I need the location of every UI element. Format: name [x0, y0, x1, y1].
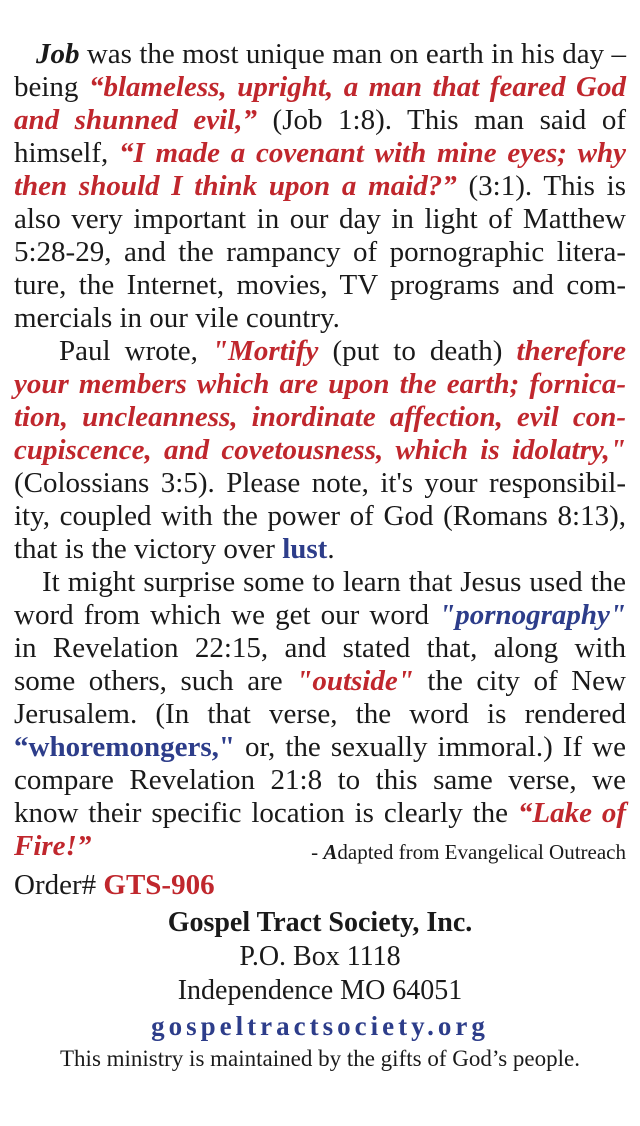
paragraph-paul — [14, 335, 626, 566]
credit-prefix: - — [311, 840, 324, 864]
text: (put to death) — [318, 335, 517, 367]
text: . — [327, 533, 335, 565]
keyword-whoremongers: “whoremongers," — [14, 731, 235, 763]
order-code: GTS-906 — [103, 869, 215, 901]
source-credit — [283, 836, 626, 869]
credit-text: dapted from Evangelical Outreach — [337, 840, 626, 864]
scripture-quote: "Mortify — [212, 335, 319, 367]
scripture-quote: “I made a covenant with mine eyes; why then should I think upon a maid?” — [14, 137, 626, 202]
ministry-note: This ministry is maintained by the gifts of God’s people. — [60, 1046, 580, 1071]
website-link[interactable]: gospeltractsociety.org — [151, 1011, 489, 1041]
po-box: P.O. Box 1118 — [239, 941, 401, 972]
keyword-outside: "outside" — [296, 665, 414, 697]
text: (Colossians 3:5). Please note, it's your responsibility, coupled with the power of God (Romans 8:13), that is the victory over — [14, 467, 626, 565]
keyword-pornography: "pornography" — [439, 599, 626, 631]
order-line — [14, 869, 626, 902]
text: was the most unique man on earth in his day – being — [14, 38, 626, 103]
scripture-quote: therefore your members which are upon the earth; fornication, uncleanness, inordinate affection, evil concupiscence, and covetousness, which is idolatry," — [14, 335, 626, 466]
paragraph-job — [14, 38, 626, 335]
tract-body — [14, 38, 626, 863]
city-line: Independence MO 64051 — [177, 975, 463, 1006]
publisher-footer — [14, 906, 626, 1074]
credit-initial: A — [323, 840, 338, 864]
text: (Job 1:8). This man said of himself, — [14, 104, 626, 169]
order-label: Order# — [14, 869, 104, 901]
job-name: Job — [36, 38, 80, 70]
text: Paul wrote, — [59, 335, 213, 367]
paragraph-jesus — [14, 566, 626, 863]
text: or, the sexually immoral.) If we compare Revelation 21:8 to this same verse, we know their specific location is clearly the — [14, 731, 626, 829]
scripture-quote: “blameless, upright, a man that feared God and shunned evil,” — [14, 71, 626, 136]
text: the city of New Jerusalem. (In that verse, the word is rendered — [14, 665, 626, 730]
keyword-lust: lust — [282, 533, 328, 565]
keyword-lake-of-fire: “Lake of Fire!” — [14, 797, 626, 862]
text: (3:1). This is also very important in our day in light of Matthew 5:28-29, and the rampancy of pornographic literature, the Internet, movies, TV programs and commercials in our vile country. — [14, 170, 626, 334]
publisher-name: Gospel Tract Society, Inc. — [167, 907, 473, 938]
text: It might surprise some to learn that Jesus used the word from which we get our word — [14, 566, 626, 631]
text: in Revelation 22:15, and stated that, along with some others, such are — [14, 632, 626, 697]
